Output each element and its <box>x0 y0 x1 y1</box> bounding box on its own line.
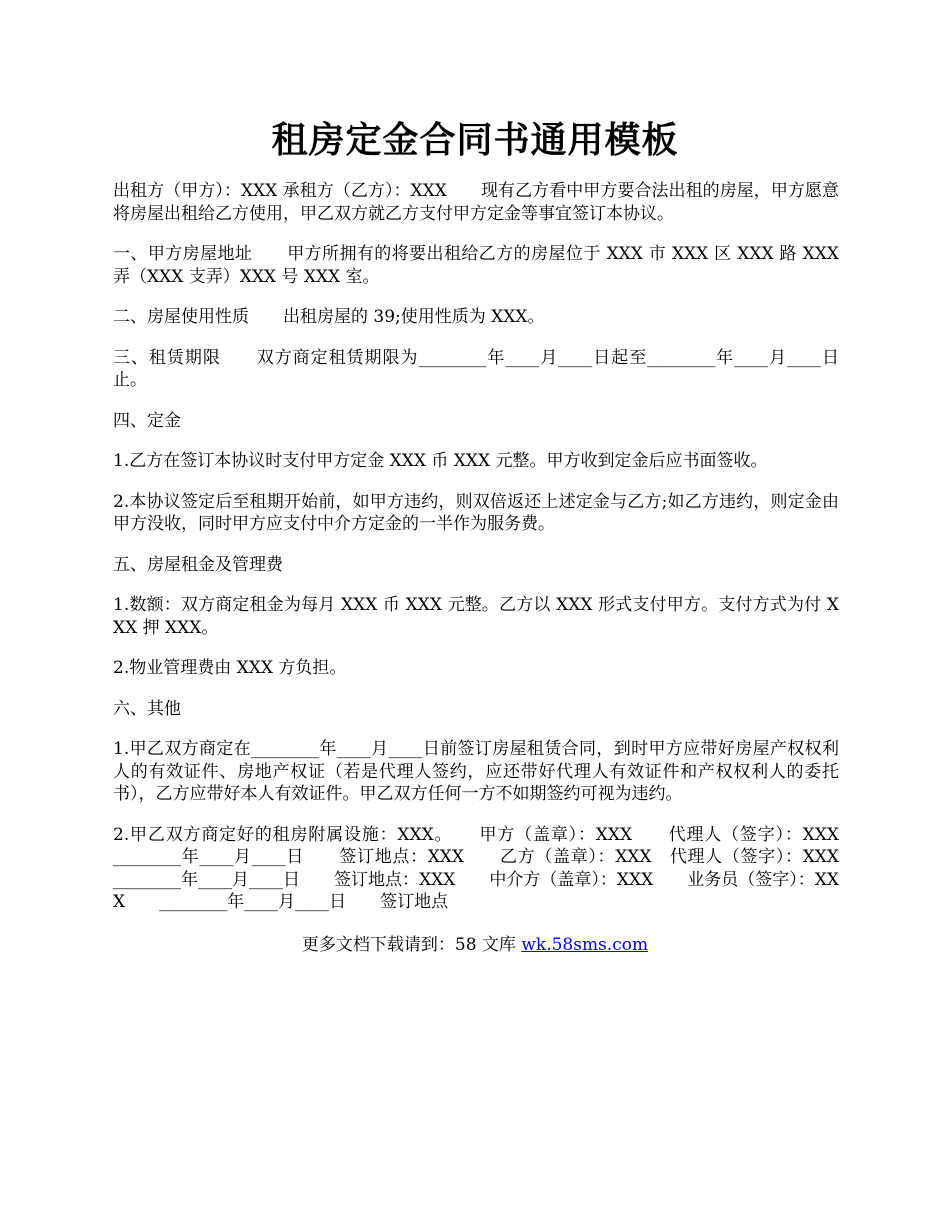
section-1-address: 一、甲方房屋地址 甲方所拥有的将要出租给乙方的房屋位于 XXX 市 XXX 区 XXX 路 XXX 弄（XXX 支弄）XXX 号 XXX 室。 <box>113 244 839 287</box>
section-6-heading: 六、其他 <box>113 698 181 719</box>
section-6-clause-1: 1.甲乙双方商定在________年____月____日前签订房屋租赁合同，到时甲方应带好房屋产权权利人的有效证件、房地产权证（若是代理人签约，应还带好代理人有效证件和产权权利人的委托书），乙方应带好本人有效证件。甲乙双方任何一方不如期签约可视为违约。 <box>113 739 839 804</box>
section-5-clause-2: 2.物业管理费由 XXX 方负担。 <box>113 658 347 678</box>
document-body <box>113 180 873 932</box>
section-4-clause-1: 1.乙方在签订本协议时支付甲方定金 XXX 币 XXX 元整。甲方收到定金后应书面签收。 <box>113 451 768 471</box>
footer-link[interactable]: wk.58sms.com <box>521 935 649 955</box>
section-2-usage: 二、房屋使用性质 出租房屋的 39;使用性质为 XXX。 <box>113 307 545 327</box>
section-3-term: 三、租赁期限 双方商定租赁期限为________年____月____日起至________年____月____日止。 <box>113 347 839 390</box>
section-5-heading: 五、房屋租金及管理费 <box>113 554 283 575</box>
section-5-clause-1: 1.数额：双方商定租金为每月 XXX 币 XXX 元整。乙方以 XXX 形式支付甲方。支付方式为付 XXX 押 XXX。 <box>113 595 839 638</box>
parties-paragraph: 出租方（甲方）：XXX 承租方（乙方）：XXX 现有乙方看中甲方要合法出租的房屋，甲方愿意将房屋出租给乙方使用，甲乙双方就乙方支付甲方定金等事宜签订本协议。 <box>113 181 839 224</box>
download-footer <box>0 934 950 956</box>
section-4-clause-2: 2.本协议签定后至租期开始前，如甲方违约，则双倍返还上述定金与乙方;如乙方违约，则定金由甲方没收，同时甲方应支付中介方定金的一半作为服务费。 <box>113 491 839 534</box>
document-title: 租房定金合同书通用模板 <box>271 119 679 161</box>
section-6-clause-2-signatures: 2.甲乙双方商定好的租房附属设施：XXX。 甲方（盖章）：XXX 代理人（签字）：XXX ________年____月____日 签订地点：XXX 乙方（盖章）：XXX 代理人（签字）：XXX ________年____月____日 签订地点：XXX 中介方（盖章）：XXX 业务员（签字）：XXX ________年____月____日 签订地点 <box>113 824 873 912</box>
footer-prefix: 更多文档下载请到：58 文库 <box>301 935 522 955</box>
section-4-heading: 四、定金 <box>113 410 181 431</box>
